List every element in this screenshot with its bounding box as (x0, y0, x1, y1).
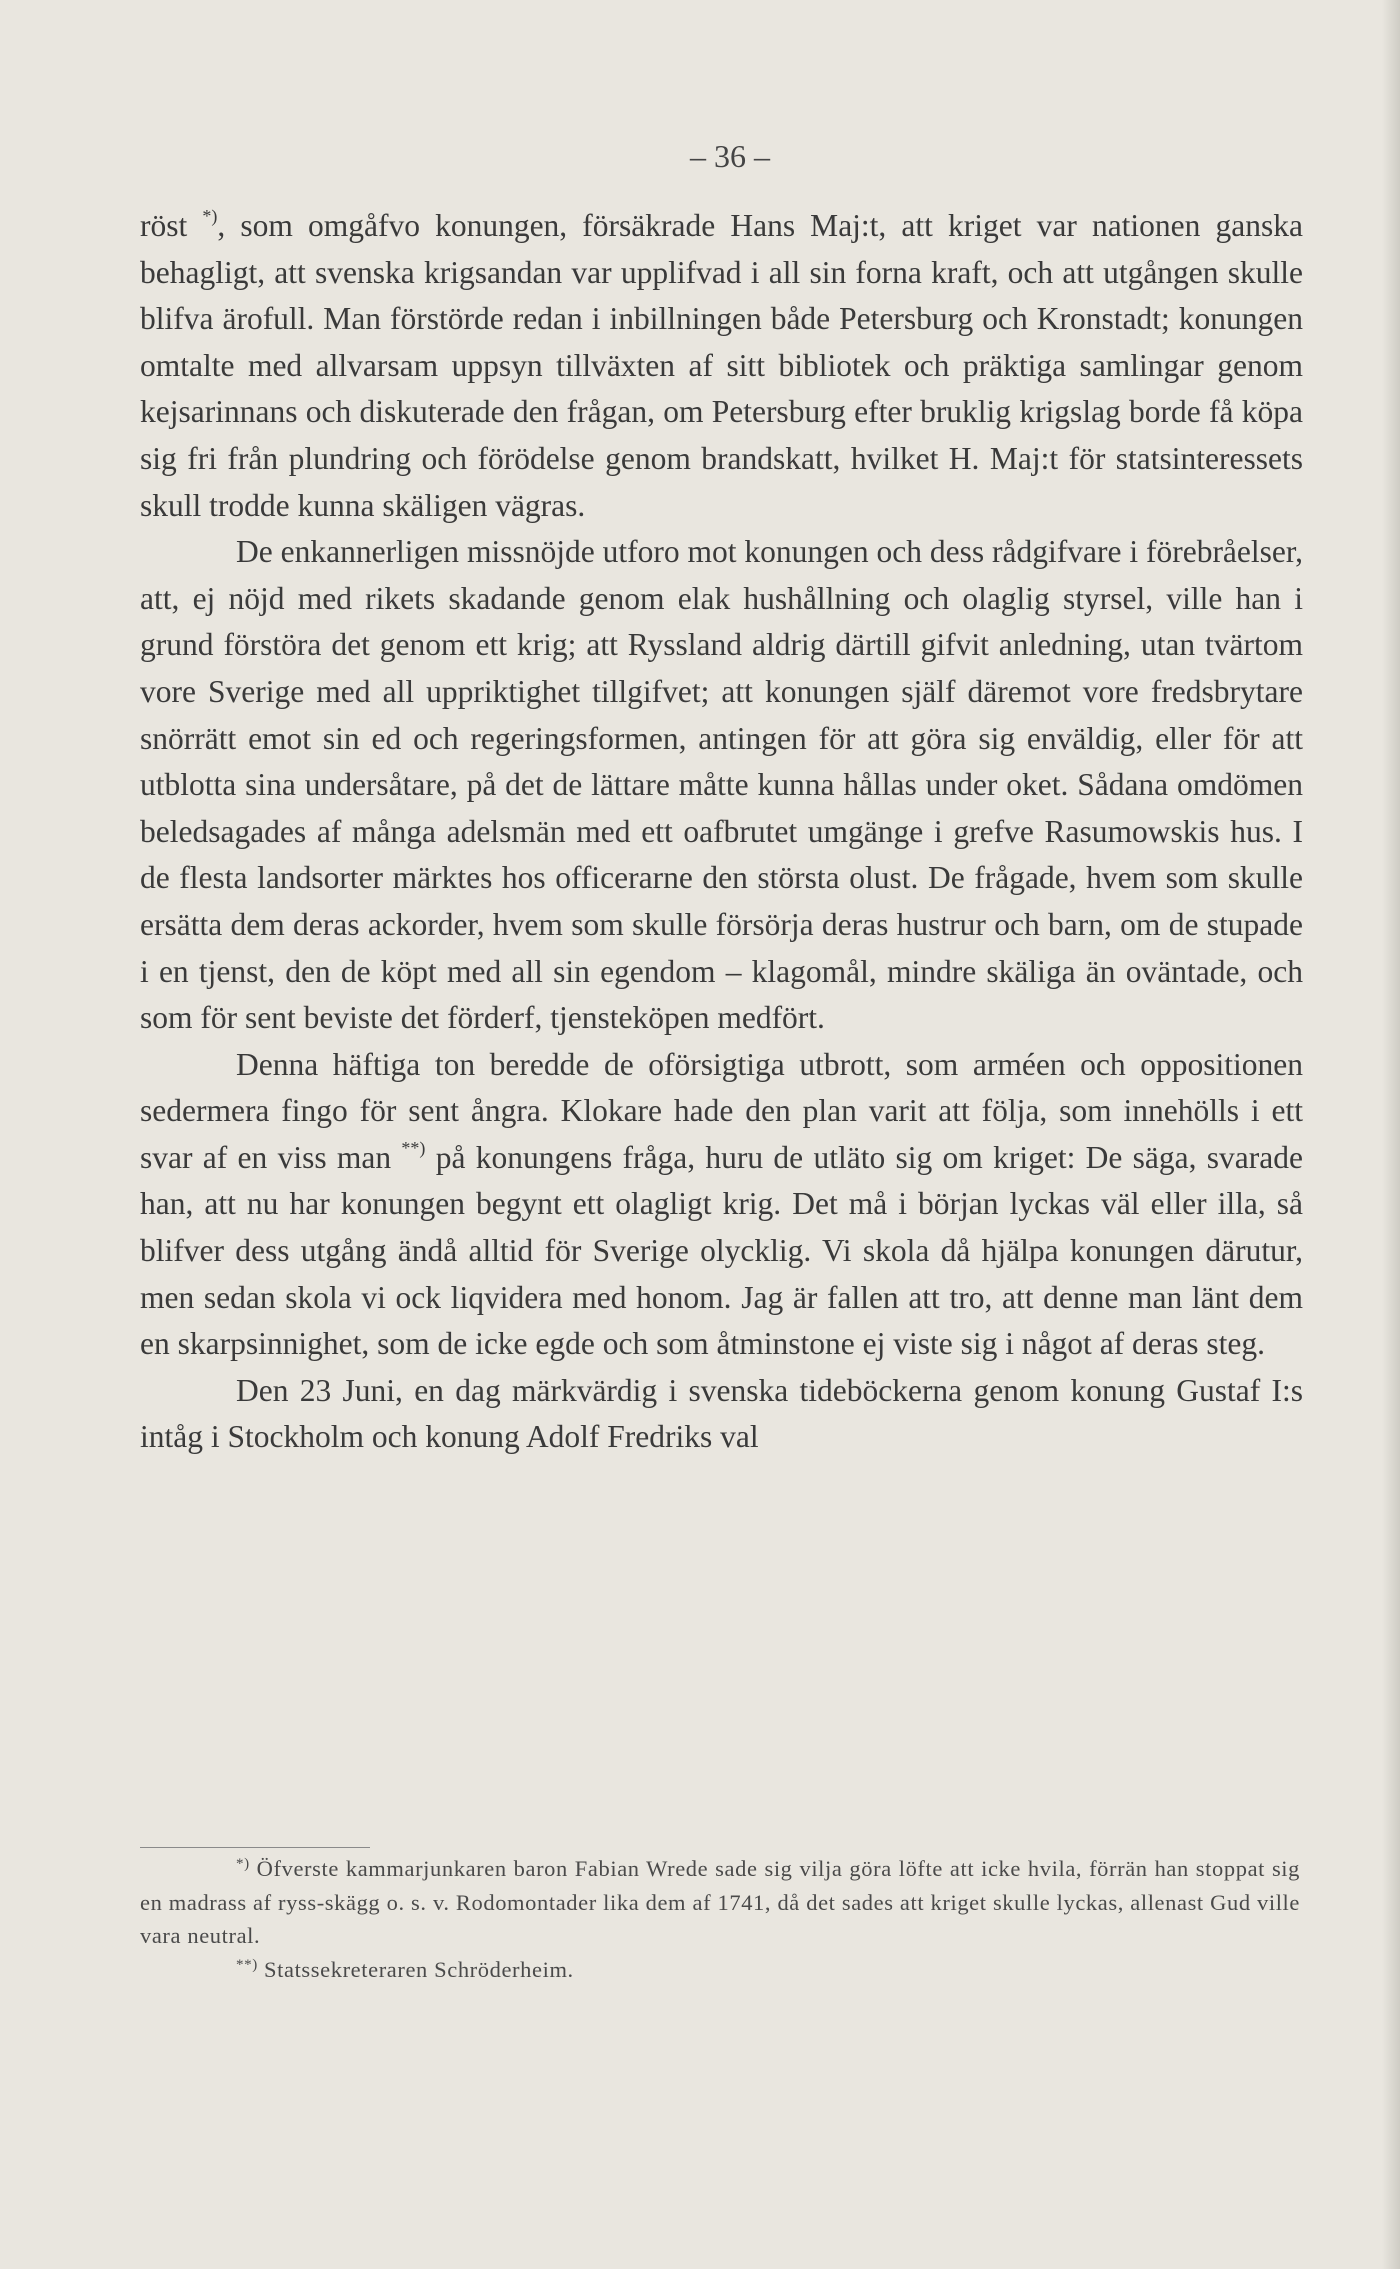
footnote-2 (140, 1953, 1300, 1987)
paragraph-3 (140, 1042, 1303, 1368)
footnote-1-mark: *) (236, 1856, 250, 1872)
footnote-1-text: Öfverste kammarjunkaren baron Fabian Wrede sade sig vilja göra löfte att icke hvila, förrän han stoppat sig en madrass af ryss-skägg o. s. v. Rodomontader lika dem af 1741, då det sades att kriget skulle lyckas, allenast Gud ville vara neutral. (140, 1856, 1300, 1948)
paragraph-1-start: röst (140, 208, 203, 243)
paragraph-1-rest: , som omgåfvo konungen, försäkrade Hans Maj:t, att kriget var nationen ganska behagligt, att svenska krigsandan var upplifvad i all sin forna kraft, och att utgången skulle blifva ärofull. Man förstörde redan i inbillningen både Petersburg och Kronstadt; konungen omtalte med allvarsam uppsyn tillväxten af sitt bibliotek och präktiga samlingar genom kejsarinnans och diskuterade den frågan, om Petersburg efter bruklig krigslag borde få köpa sig fri från plundring och förödelse genom brandskatt, hvilket H. Maj:t för statsinteressets skull trodde kunna skäligen vägras. (140, 208, 1303, 523)
paragraph-1 (140, 203, 1303, 529)
body-text (140, 203, 1303, 1461)
paragraph-4: Den 23 Juni, en dag märkvärdig i svenska tideböckerna genom konung Gustaf I:s intåg i Stockholm och konung Adolf Fredriks val (140, 1372, 1303, 1455)
page-edge-shadow (1382, 0, 1400, 2269)
paragraph-2: De enkannerligen missnöjde utforo mot konungen och dess rådgifvare i förebråelser, att, ej nöjd med rikets skadande genom elak hushållning och olaglig styrsel, ville han i grund förstöra det genom ett krig; att Ryssland aldrig därtill gifvit anledning, utan tvärtom vore Sverige med all uppriktighet tillgifvet; att konungen själf däremot vore fredsbrytare snörrätt emot sin ed och regeringsformen, antingen för att göra sig enväldig, eller för att utblotta sina undersåtare, på det de lättare måtte kunna hållas under oket. Sådana omdömen beledsagades af många adelsmän med ett oafbrutet umgänge i grefve Rasumowskis hus. I de flesta landsorter märktes hos officerarne den största olust. De frågade, hvem som skulle ersätta dem deras ackorder, hvem som skulle försörja deras hustrur och barn, om de stupade i en tjenst, den de köpt med all sin egendom – klagomål, mindre skäliga än oväntade, och som för sent beviste det förderf, tjensteköpen medfört. (140, 534, 1303, 1036)
footnote-divider (140, 1847, 370, 1848)
footnote-ref-1[interactable]: *) (202, 206, 218, 226)
footnote-ref-2[interactable]: **) (401, 1137, 426, 1158)
page-number: – 36 – (690, 138, 770, 174)
paragraph-3-rest: på konungens fråga, huru de utläto sig om kriget: De säga, svarade han, att nu har konungen begynt ett olagligt krig. Det må i början lyckas väl eller illa, så blifver dess utgång ändå alltid för Sverige olycklig. Vi skola då hjälpa konungen därutur, men sedan skola vi ock liqvidera med honom. Jag är fallen att tro, att denne man länt dem en skarpsinnighet, som de icke egde och som åtminstone ej viste sig i något af deras steg. (140, 1139, 1303, 1362)
footnote-2-mark: **) (236, 1956, 258, 1973)
footnote-1 (140, 1852, 1300, 1953)
footnotes (140, 1852, 1300, 1986)
footnote-2-text: Statssekreteraren Schröderheim. (264, 1956, 574, 1982)
paragraph-3-start: Denna häftiga ton beredde de oförsigtiga utbrott, som arméen och oppositionen sedermera fingo för sent ångra. Klokare hade den plan varit att följa, som innehölls i ett svar af en viss man (140, 1046, 1303, 1175)
